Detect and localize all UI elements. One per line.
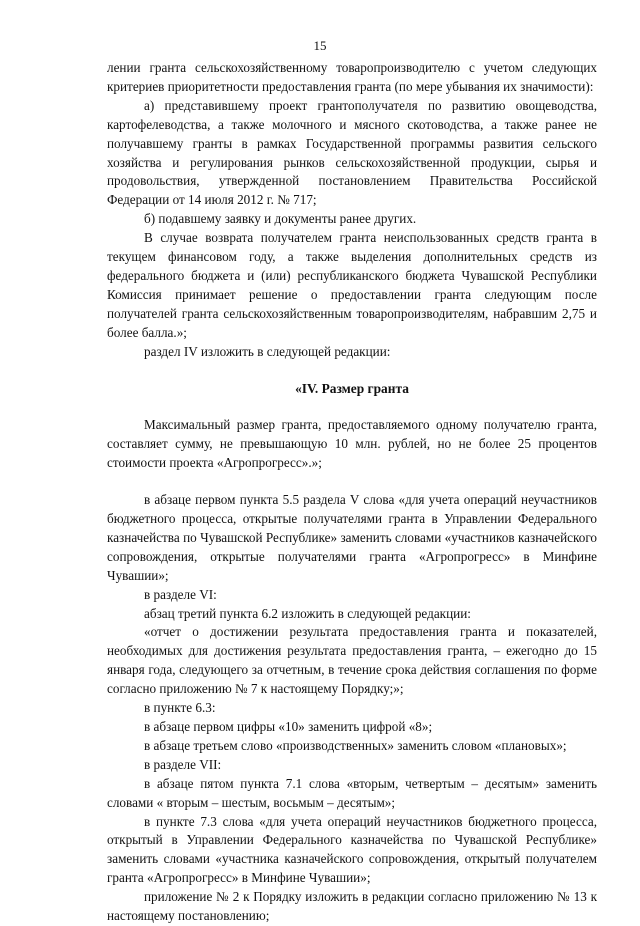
paragraph-criterion-b: б) подавшему заявку и документы ранее других. (144, 211, 417, 227)
paragraph-section-vi: в разделе VI: (144, 586, 217, 602)
page-number: 15 (313, 38, 327, 53)
paragraph-max-grant: Максимальный размер гранта, предоставляемого одному получателю гранта, составляет сумму, не превышающую 10 млн. рублей, но не более 25 процентов стоимости проекта «Агропрогресс».»; (107, 417, 597, 471)
document-body (107, 59, 597, 926)
paragraph-item-6-3-third: в абзаце третьем слово «производственных» заменить словом «плановых»; (144, 737, 567, 753)
paragraph-item-6-3-first: в абзаце первом цифры «10» заменить цифрой «8»; (144, 719, 433, 734)
paragraph-appendix-2: приложение № 2 к Порядку изложить в редакции согласно приложению № 13 к настоящему постановлению; (107, 889, 597, 924)
paragraph-report-text: «отчет о достижении результата предоставления гранта и показателей, необходимых для достижения результата предоставления гранта, – ежегодно до 15 января года, следующего за отчетным, в течение срока действия соглашения по форме согласно приложению № 7 к настоящему Порядку;»; (107, 624, 597, 697)
section-heading-grant-size: «IV. Размер гранта (295, 380, 409, 396)
paragraph-item-7-1: в абзаце пятом пункта 7.1 слова «вторым, четвертым – десятым» заменить словами « вторым – шестым, восьмым – десятым»; (107, 775, 597, 810)
paragraph-section-iv-intro: раздел IV изложить в следующей редакции: (144, 343, 391, 359)
paragraph-item-6-2: абзац третий пункта 6.2 изложить в следующей редакции: (144, 605, 471, 621)
paragraph-item-5-5: в абзаце первом пункта 5.5 раздела V слова «для учета операций неучастников бюджетного процесса, открытые получателями гранта в Управлении Федерального казначейства по Чувашской Республике» заменить словами «участников казначейского сопровождения, открытые получателями гранта «Агропрогресс» в Минфине Чувашии»; (107, 492, 597, 583)
paragraph-item-6-3: в пункте 6.3: (144, 700, 216, 716)
paragraph-criterion-a: а) представившему проект грантополучателя по развитию овощеводства, картофелеводства, а также молочного и мясного скотоводства, а также ранее не получавшему гранты в рамках Государственной программы развития сельского хозяйства и регулирования рынков сельскохозяйственной продукции, сырья и продовольствия, утвержденной постановлением Правительства Российской Федерации от 14 июля 2012 г. № 717; (107, 97, 597, 208)
paragraph-section-vii: в разделе VII: (144, 756, 222, 772)
paragraph-item-7-3: в пункте 7.3 слова «для учета операций неучастников бюджетного процесса, открытый в Управлении Федерального казначейства по Чувашской Республике» заменить словами «участника казначейского сопровождения, открытый получателем гранта «Агропрогресс» в Минфине Чувашии»; (107, 813, 597, 886)
paragraph-continuation: лении гранта сельскохозяйственному товаропроизводителю с учетом следующих критериев приоритетности предоставления гранта (по мере убывания их значимости): (107, 60, 597, 94)
paragraph-grant-return: В случае возврата получателем гранта неиспользованных средств гранта в текущем финансовом году, а также выделения дополнительных средств из федерального бюджета и (или) республиканского бюджета Чувашской Республики Комиссия принимает решение о предоставлении гранта следующим после получателей гранта сельскохозяйственным товаропроизводителям, набравшим 2,75 и более балла.»; (107, 230, 597, 340)
